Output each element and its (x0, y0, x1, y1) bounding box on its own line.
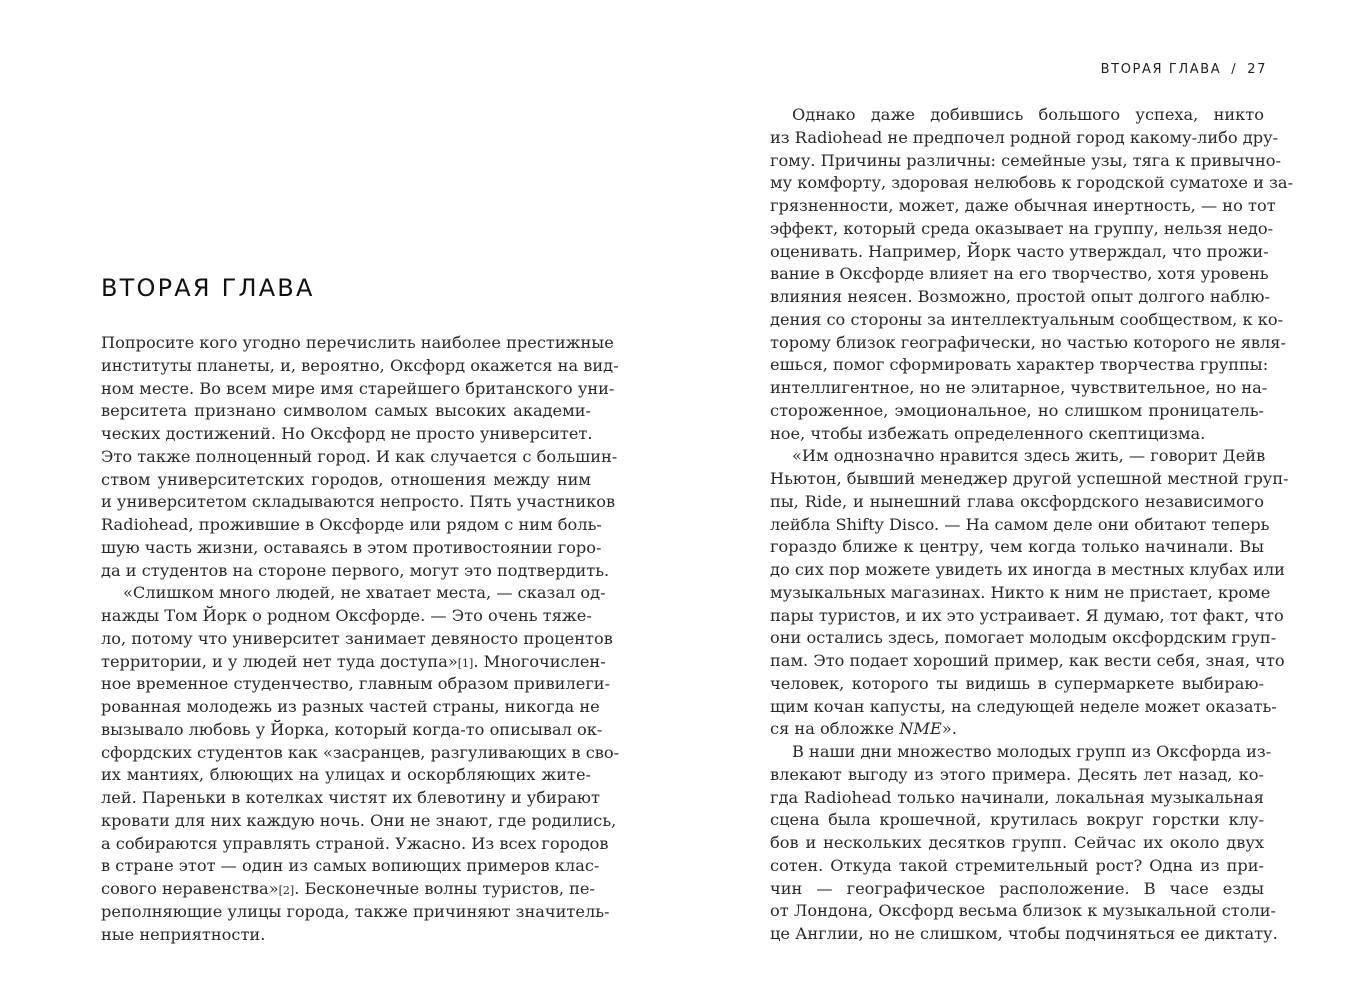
text-line: эффект, который среда оказывает на группу, нельзя недо- (770, 218, 1274, 238)
text-line (101, 651, 606, 674)
text-line: из Radiohead не предпочел родной город какому-либо дру- (770, 127, 1279, 147)
footnote-ref[interactable]: [1] (457, 656, 474, 670)
text-line: «Слишком много людей, не хватает места, — сказал од- (123, 583, 606, 603)
text-line: торому близок географически, но частью которого не явля- (770, 332, 1286, 352)
text-line: ные неприятности. (101, 924, 266, 944)
text-line: нажды Том Йорк о родном Оксфорде. — Это очень тяже- (101, 606, 592, 625)
text-line: и университетом складываются непросто. Пять участников (101, 492, 616, 512)
text-line: институты планеты, и, вероятно, Оксфорд окажется на вид- (101, 355, 619, 375)
text-line: оценивать. Например, Йорк часто утверждал, что прожи- (770, 241, 1269, 261)
text-line: пары туристов, и их это устраивает. Я думаю, тот факт, что (770, 605, 1284, 625)
text-line: влияния неясен. Возможно, простой опыт долгого наблю- (770, 287, 1270, 306)
paragraph (101, 332, 619, 582)
text-line: рованная молодежь из разных частей страны, никогда не (101, 697, 600, 716)
text-line: да и студентов на стороне первого, могут это подтвердить. (101, 560, 610, 580)
text-line: грязненности, может, даже обычная инертность, — но тот (770, 196, 1276, 215)
magazine-title: NME (899, 719, 942, 739)
text-line: от Лондона, Оксфорд весьма близок к музыкальной столи- (770, 901, 1277, 921)
text-line (770, 718, 1264, 741)
paragraph (770, 741, 1278, 946)
text-line: В наши дни множество молодых групп из Оксфорда из- (792, 742, 1272, 761)
text-line: ном месте. Во всем мире имя старейшего британского уни- (101, 378, 615, 398)
text-line: бов и нескольких десятков групп. Сейчас их около двух (770, 833, 1264, 852)
page-number: 27 (1247, 62, 1267, 77)
running-head-separator: / (1231, 62, 1238, 77)
text-line: ло, потому что университет занимает девяносто процентов (101, 628, 613, 648)
text-line: сотен. Откуда такой стремительный рост? Одна из при- (770, 855, 1264, 875)
right-column-text (770, 104, 1294, 946)
text-line: музыкальных магазинах. Никто к ним не пристает, кроме (770, 582, 1271, 602)
line-text: . Бесконечные волны туристов, пе- (294, 879, 595, 898)
text-line: в стране этот — один из самых вопиющих примеров клас- (101, 856, 600, 876)
text-line: реполняющие улицы города, также причиняют значитель- (101, 901, 610, 921)
line-text: ». (941, 719, 957, 739)
text-line: интеллигентное, но не элитарное, чувствительное, но на- (770, 378, 1268, 397)
text-line: ное временное студенчество, главным образом привилеги- (101, 674, 611, 694)
text-line: пам. Это подает хороший пример, как вести себя, зная, что (770, 651, 1285, 670)
text-line: их мантиях, блюющих на улицах и оскорбляющих жите- (101, 765, 591, 785)
text-line: ешься, помог сформировать характер творчества группы: (770, 355, 1269, 375)
running-head (1101, 62, 1267, 77)
text-line: а собираются управлять страной. Ужасно. Из всех городов (101, 833, 609, 853)
text-line: Это также полноценный город. И как случается с большин- (101, 446, 618, 466)
text-line: пы, Ride, и нынешний глава оксфордского независимого (770, 491, 1264, 511)
text-line (101, 878, 595, 901)
text-line: чин — географическое расположение. В часе езды (770, 878, 1264, 898)
line-text: территории, и у людей нет туда доступа» (101, 651, 458, 671)
left-column-text (101, 332, 620, 946)
text-line: гораздо ближе к центру, чем когда только начинали. Вы (770, 537, 1264, 557)
text-line: кровати для них каждую ночь. Они не знают, где родились, (101, 810, 617, 830)
text-line: дения со стороны за интеллектуальным сообществом, к ко- (770, 309, 1284, 329)
text-line: гому. Причины различны: семейные узы, тяга к привычно- (770, 150, 1281, 170)
text-line: шую часть жизни, оставаясь в этом противостоянии горо- (101, 537, 602, 557)
text-line: стороженное, эмоциональное, но слишком проницатель- (770, 400, 1264, 420)
text-line: «Им однозначно нравится здесь жить, — говорит Дейв (792, 446, 1266, 466)
text-line: му комфорту, здоровая нелюбовь к городской суматохе и за- (770, 173, 1294, 193)
running-head-chapter: ВТОРАЯ ГЛАВА (1100, 62, 1222, 77)
text-line: ческих достижений. Но Оксфорд не просто университет. (101, 424, 593, 443)
footnote-ref[interactable]: [2] (278, 884, 295, 897)
paragraph (101, 582, 620, 946)
text-line: ством университетских городов, отношения между ним (101, 469, 591, 489)
text-line: Однако даже добившись большого успеха, никто (792, 105, 1264, 124)
text-line: лейбла Shifty Disco. — На самом деле они обитают теперь (770, 514, 1270, 534)
text-line: ное, чтобы избежать определенного скептицизма. (770, 423, 1206, 443)
left-page (0, 0, 677, 1000)
chapter-title: ВТОРАЯ ГЛАВА (101, 274, 315, 302)
text-line: вание в Оксфорде влияет на его творчество, хотя уровень (770, 264, 1269, 284)
text-line: верситета признано символом самых высоких академи- (101, 401, 591, 421)
text-line: влекают выгоду из этого примера. Десять лет назад, ко- (770, 764, 1264, 784)
text-line: гда Radiohead только начинали, локальная музыкальная (770, 787, 1264, 807)
line-text: . Многочислен- (473, 651, 606, 671)
paragraph (770, 445, 1289, 741)
text-line: вызывало любовь у Йорка, который когда-то описывал ок- (101, 719, 603, 739)
right-page (678, 0, 1355, 1000)
line-text: ся на обложке (770, 719, 900, 739)
text-line: до сих пор можете увидеть их иногда в местных клубах или (770, 560, 1285, 579)
text-line: щим кочан капусты, на следующей неделе может оказать- (770, 696, 1277, 716)
line-text: сового неравенства» (101, 879, 279, 898)
text-line: Radiohead, прожившие в Оксфорде или рядом с ним боль- (101, 515, 602, 534)
paragraph (770, 104, 1294, 445)
text-line: Ньютон, бывший менеджер другой успешной местной груп- (770, 469, 1289, 488)
text-line: це Англии, но не слишком, чтобы подчиняться ее диктату. (770, 924, 1278, 943)
text-line: сцена была крошечной, крутилась вокруг горстки клу- (770, 810, 1264, 830)
text-line: Попросите кого угодно перечислить наиболее престижные (101, 333, 614, 352)
text-line: они остались здесь, помогает молодым оксфордским груп- (770, 628, 1277, 648)
text-line: сфордских студентов как «засранцев, разгуливающих в сво- (101, 742, 620, 762)
text-line: лей. Пареньки в котелках чистят их блевотину и убирают (101, 788, 600, 807)
text-line: человек, которого ты видишь в супермаркете выбираю- (770, 673, 1264, 693)
